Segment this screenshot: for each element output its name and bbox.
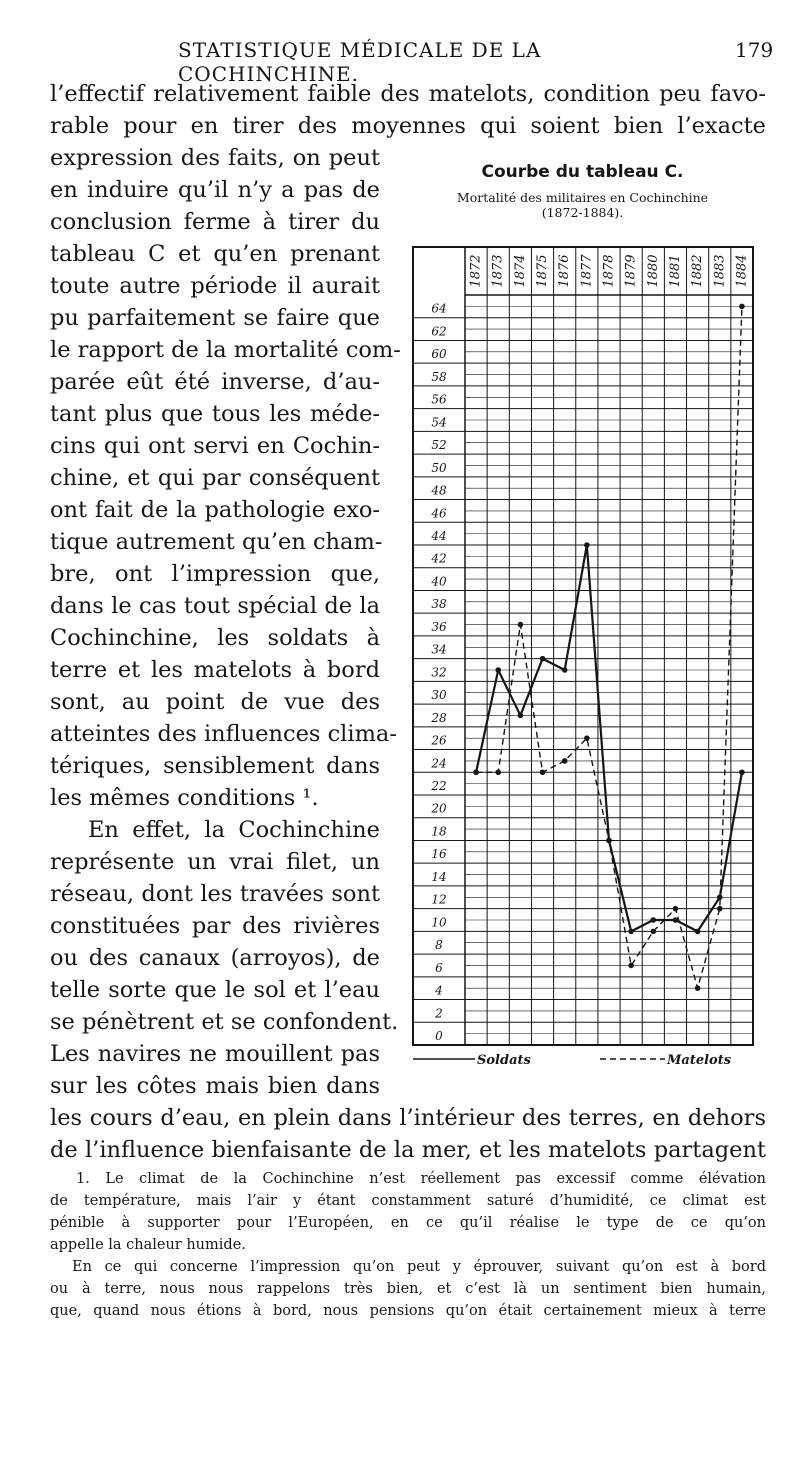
- legend-label-soldats: Soldats: [477, 1053, 531, 1068]
- footnote-line: ou à terre, nous nous rappelons très bien, et c’est là un sentiment bien humain,: [50, 1281, 766, 1297]
- data-point-soldats: [695, 929, 701, 935]
- y-tick-label: 36: [431, 619, 447, 634]
- y-tick-label: 52: [431, 438, 447, 453]
- data-point-soldats: [651, 917, 657, 923]
- data-point-matelots: [606, 838, 612, 844]
- y-tick-label: 14: [431, 869, 447, 884]
- body-line: toute autre période il aurait: [50, 273, 380, 299]
- body-line: rable pour en tirer des moyennes qui soient bien l’exacte: [50, 113, 766, 139]
- y-tick-label: 46: [431, 506, 447, 521]
- y-tick-label: 10: [431, 915, 447, 930]
- data-point-matelots: [518, 622, 524, 628]
- body-line: ont fait de la pathologie exo-: [50, 497, 380, 523]
- body-line: réseau, dont les travées sont: [50, 881, 380, 907]
- body-line: les mêmes conditions ¹.: [50, 785, 319, 811]
- data-point-matelots: [739, 304, 745, 310]
- body-line: tant plus que tous les méde-: [50, 401, 380, 427]
- y-tick-label: 0: [435, 1029, 443, 1043]
- data-point-soldats: [717, 894, 723, 900]
- footnote-line: de température, mais l’air y étant constamment saturé d’humidité, ce climat est: [50, 1193, 766, 1209]
- y-tick-label: 26: [431, 733, 447, 748]
- figure-title: Courbe du tableau C.: [481, 162, 684, 182]
- figure-caption-line: Mortalité des militaires en Cochinchine: [456, 190, 709, 205]
- x-tick-label: 1880: [645, 254, 661, 288]
- x-tick-label: 1877: [579, 254, 595, 288]
- data-point-matelots: [584, 735, 590, 741]
- x-tick-label: 1875: [535, 254, 551, 288]
- body-line: bre, ont l’impression que,: [50, 561, 380, 587]
- data-point-matelots: [673, 906, 679, 912]
- body-line: Les navires ne mouillent pas: [50, 1041, 380, 1067]
- y-tick-label: 56: [431, 392, 447, 407]
- body-line: tériques, sensiblement dans: [50, 753, 380, 779]
- y-tick-label: 4: [435, 983, 443, 998]
- x-tick-label: 1878: [601, 254, 617, 288]
- y-tick-label: 34: [431, 642, 447, 657]
- data-point-matelots: [717, 906, 723, 912]
- body-line: pu parfaitement se faire que: [50, 305, 380, 331]
- body-line: conclusion ferme à tirer du: [50, 209, 380, 235]
- body-line: tableau C et qu’en prenant: [50, 241, 380, 267]
- body-line: ou des canaux (arroyos), de: [50, 945, 380, 971]
- x-tick-label: 1884: [734, 254, 750, 288]
- y-tick-label: 40: [431, 574, 447, 589]
- y-tick-label: 24: [431, 756, 447, 771]
- body-line: En effet, la Cochinchine: [88, 817, 380, 843]
- data-point-soldats: [540, 656, 546, 662]
- body-line: dans le cas tout spécial de la: [50, 593, 380, 619]
- body-line: représente un vrai filet, un: [50, 849, 380, 875]
- body-line: atteintes des influences clima-: [50, 721, 397, 747]
- body-line: chine, et qui par conséquent: [50, 465, 380, 491]
- body-line: le rapport de la mortalité com-: [50, 337, 401, 363]
- body-line: telle sorte que le sol et l’eau: [50, 977, 380, 1003]
- x-tick-label: 1879: [623, 254, 639, 288]
- y-tick-label: 2: [435, 1006, 443, 1021]
- body-line: parée eût été inverse, d’au-: [50, 369, 380, 395]
- x-tick-label: 1874: [512, 254, 528, 288]
- y-tick-label: 42: [431, 551, 447, 566]
- body-line: sur les côtes mais bien dans: [50, 1073, 380, 1099]
- data-point-soldats: [495, 667, 501, 673]
- y-tick-label: 22: [431, 779, 447, 793]
- figure-caption-line: (1872-1884).: [541, 205, 624, 220]
- y-tick-label: 8: [435, 938, 443, 953]
- y-tick-label: 54: [431, 415, 447, 430]
- running-title: STATISTIQUE MÉDICALE DE LA COCHINCHINE.: [178, 38, 542, 86]
- footnote-line: que, quand nous étions à bord, nous pensions qu’on était certainement mieux à terre: [50, 1303, 766, 1319]
- x-tick-label: 1881: [667, 254, 683, 288]
- data-point-soldats: [562, 667, 568, 673]
- data-point-soldats: [739, 769, 745, 775]
- y-tick-label: 30: [431, 688, 447, 703]
- x-tick-label: 1873: [490, 254, 506, 288]
- y-tick-label: 18: [431, 824, 447, 839]
- x-tick-label: 1876: [557, 254, 573, 288]
- y-tick-label: 6: [435, 960, 443, 975]
- y-tick-label: 16: [431, 847, 447, 862]
- body-line: terre et les matelots à bord: [50, 657, 380, 683]
- footnote-line: 1. Le climat de la Cochinchine n’est réellement pas excessif comme élévation: [76, 1171, 766, 1187]
- y-tick-label: 62: [431, 324, 447, 339]
- body-line: en induire qu’il n’y a pas de: [50, 177, 380, 203]
- figure-courbe: [410, 160, 760, 1070]
- y-tick-label: 12: [431, 892, 447, 907]
- y-tick-label: 50: [431, 460, 447, 475]
- data-point-soldats: [584, 542, 590, 548]
- body-line: les cours d’eau, en plein dans l’intérieur des terres, en dehors: [50, 1105, 766, 1131]
- body-line: se pénètrent et se confondent.: [50, 1009, 399, 1035]
- y-tick-label: 48: [431, 483, 447, 498]
- footnote-line: pénible à supporter pour l’Européen, en ce qu’il réalise le type de ce qu’on: [50, 1215, 766, 1231]
- y-tick-label: 20: [431, 801, 447, 816]
- y-tick-label: 28: [431, 710, 447, 725]
- footnote-line: appelle la chaleur humide.: [50, 1237, 246, 1253]
- body-line: tique autrement qu’en cham-: [50, 529, 383, 555]
- data-point-matelots: [651, 929, 657, 935]
- body-line: Cochinchine, les soldats à: [50, 625, 380, 651]
- x-tick-label: 1882: [690, 254, 706, 288]
- body-line: de l’influence bienfaisante de la mer, et les matelots partagent: [50, 1137, 766, 1163]
- x-tick-label: 1883: [712, 254, 728, 288]
- y-tick-label: 60: [431, 347, 447, 362]
- body-line: sont, au point de vue des: [50, 689, 380, 715]
- x-tick-label: 1872: [468, 254, 484, 288]
- mortality-chart: [410, 160, 760, 1070]
- y-tick-label: 44: [431, 529, 447, 543]
- data-point-matelots: [695, 985, 701, 991]
- body-line: expression des faits, on peut: [50, 145, 380, 171]
- page-number: 179: [735, 38, 774, 62]
- data-point-matelots: [562, 758, 568, 764]
- y-tick-label: 32: [431, 665, 447, 680]
- data-point-matelots: [628, 963, 634, 969]
- data-point-matelots: [495, 769, 501, 775]
- data-point-soldats: [518, 713, 524, 719]
- data-point-soldats: [628, 929, 634, 935]
- body-line: cins qui ont servi en Cochin-: [50, 433, 380, 459]
- y-tick-label: 64: [431, 301, 447, 316]
- page-header: [0, 38, 800, 86]
- data-point-matelots: [540, 769, 546, 775]
- legend-label-matelots: Matelots: [667, 1053, 732, 1068]
- y-tick-label: 58: [431, 369, 447, 384]
- y-tick-label: 38: [431, 597, 447, 612]
- body-line: constituées par des rivières: [50, 913, 380, 939]
- footnote-line: En ce qui concerne l’impression qu’on peut y éprouver, suivant qu’on est à bord: [72, 1259, 766, 1275]
- body-line: l’effectif relativement faible des matelots, condition peu favo-: [50, 81, 766, 107]
- data-point-matelots: [473, 769, 479, 775]
